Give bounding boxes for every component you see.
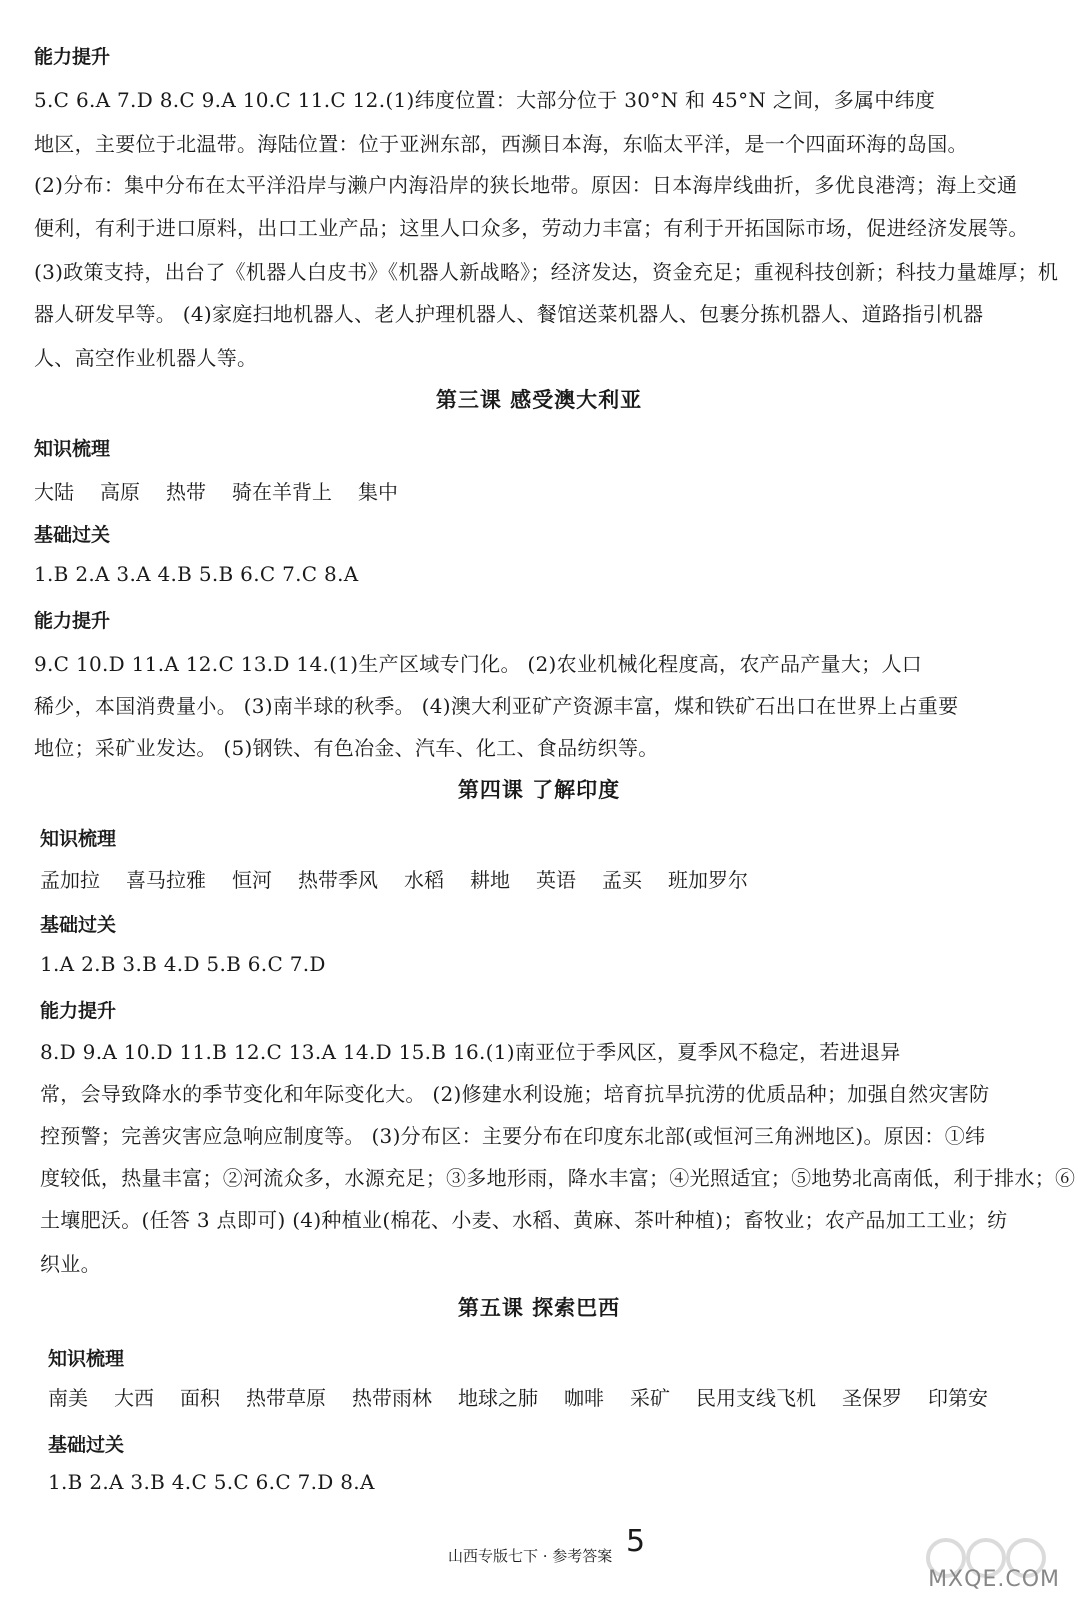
knowledge-word: 骑在羊背上 [232,480,332,504]
basic-answers: 1.B 2.A 3.B 4.C 5.C 6.C 7.D 8.A [48,1470,375,1494]
knowledge-word: 水稻 [404,868,444,892]
knowledge-word: 大陆 [34,480,74,504]
knowledge-words [48,1382,1014,1411]
section-heading-basic: 基础过关 [48,1434,125,1456]
answer-line: (3)政策支持，出台了《机器人白皮书》《机器人新战略》；经济发达，资金充足；重视科技创新；科技力量雄厚；机 [34,260,1059,284]
section-heading-basic: 基础过关 [34,524,111,546]
knowledge-word: 孟加拉 [40,868,100,892]
answer-line: 5.C 6.A 7.D 8.C 9.A 10.C 11.C 12.(1)纬度位置：大部分位于 30°N 和 45°N 之间，多属中纬度 [34,88,936,112]
page-number: 5 [626,1524,646,1559]
basic-answers: 1.A 2.B 3.B 4.D 5.B 6.C 7.D [40,952,326,976]
knowledge-word: 孟买 [602,868,642,892]
answer-line: 9.C 10.D 11.A 12.C 13.D 14.(1)生产区域专门化。 (2)农业机械化程度高，农产品产量大；人口 [34,652,923,676]
answer-line: 地区，主要位于北温带。海陆位置：位于亚洲东部，西濒日本海，东临太平洋，是一个四面环海的岛国。 [34,132,968,156]
section-heading-ability: 能力提升 [34,46,111,68]
knowledge-word: 热带 [166,480,206,504]
answer-line: 度较低，热量丰富；②河流众多，水源充足；③多地形雨，降水丰富；④光照适宜；⑤地势北高南低，利于排水；⑥ [40,1166,1076,1190]
answer-line: 地位；采矿业发达。 (5)钢铁、有色冶金、汽车、化工、食品纺织等。 [34,736,659,760]
section-heading-basic: 基础过关 [40,914,117,936]
knowledge-word: 面积 [180,1386,220,1410]
knowledge-word: 班加罗尔 [668,868,748,892]
knowledge-word: 民用支线飞机 [696,1386,816,1410]
knowledge-word: 圣保罗 [842,1386,902,1410]
knowledge-words [40,864,774,893]
lesson-title: 第四课 了解印度 [457,778,621,802]
basic-answers: 1.B 2.A 3.A 4.B 5.B 6.C 7.C 8.A [34,562,359,586]
knowledge-word: 恒河 [232,868,272,892]
answer-line: 常，会导致降水的季节变化和年际变化大。 (2)修建水利设施；培育抗旱抗涝的优质品种；加强自然灾害防 [40,1082,990,1106]
section-heading-ability: 能力提升 [40,1000,117,1022]
answer-line: 稀少，本国消费量小。 (3)南半球的秋季。 (4)澳大利亚矿产资源丰富，煤和铁矿石出口在世界上占重要 [34,694,959,718]
knowledge-word: 集中 [358,480,398,504]
answer-line: (2)分布：集中分布在太平洋沿岸与濑户内海沿岸的狭长地带。原因：日本海岸线曲折，多优良港湾；海上交通 [34,173,1018,197]
answer-line: 人、高空作业机器人等。 [34,346,258,370]
knowledge-word: 喜马拉雅 [126,868,206,892]
knowledge-word: 耕地 [470,868,510,892]
knowledge-word: 英语 [536,868,576,892]
knowledge-word: 高原 [100,480,140,504]
knowledge-word: 热带季风 [298,868,378,892]
knowledge-word: 南美 [48,1386,88,1410]
knowledge-word: 咖啡 [564,1386,604,1410]
answer-line: 控预警；完善灾害应急响应制度等。 (3)分布区：主要分布在印度东北部(或恒河三角洲地区)。原因：①纬 [40,1124,986,1148]
knowledge-word: 采矿 [630,1386,670,1410]
answer-line: 便利，有利于进口原料，出口工业产品；这里人口众多，劳动力丰富；有利于开拓国际市场，促进经济发展等。 [34,216,1029,240]
footer-label: 山西专版七下 · 参考答案 [448,1547,613,1565]
section-heading-ability: 能力提升 [34,610,111,632]
answer-line: 土壤肥沃。(任答 3 点即可) (4)种植业(棉花、小麦、水稻、黄麻、茶叶种植)；畜牧业；农产品加工工业；纺 [40,1208,1008,1232]
watermark-text: MXQE.COM [928,1567,1060,1592]
answer-line: 8.D 9.A 10.D 11.B 12.C 13.A 14.D 15.B 16.(1)南亚位于季风区，夏季风不稳定，若进退异 [40,1040,901,1064]
knowledge-words [34,476,424,505]
section-heading-knowledge: 知识梳理 [48,1348,125,1370]
lesson-title: 第五课 探索巴西 [457,1296,621,1320]
knowledge-word: 热带雨林 [352,1386,432,1410]
knowledge-word: 大西 [114,1386,154,1410]
answer-line: 织业。 [40,1252,101,1276]
lesson-title: 第三课 感受澳大利亚 [435,388,643,412]
section-heading-knowledge: 知识梳理 [40,828,117,850]
knowledge-word: 热带草原 [246,1386,326,1410]
section-heading-knowledge: 知识梳理 [34,438,111,460]
knowledge-word: 印第安 [928,1386,988,1410]
knowledge-word: 地球之肺 [458,1386,538,1410]
answer-line: 器人研发早等。 (4)家庭扫地机器人、老人护理机器人、餐馆送菜机器人、包裹分拣机器人、道路指引机器 [34,302,984,326]
